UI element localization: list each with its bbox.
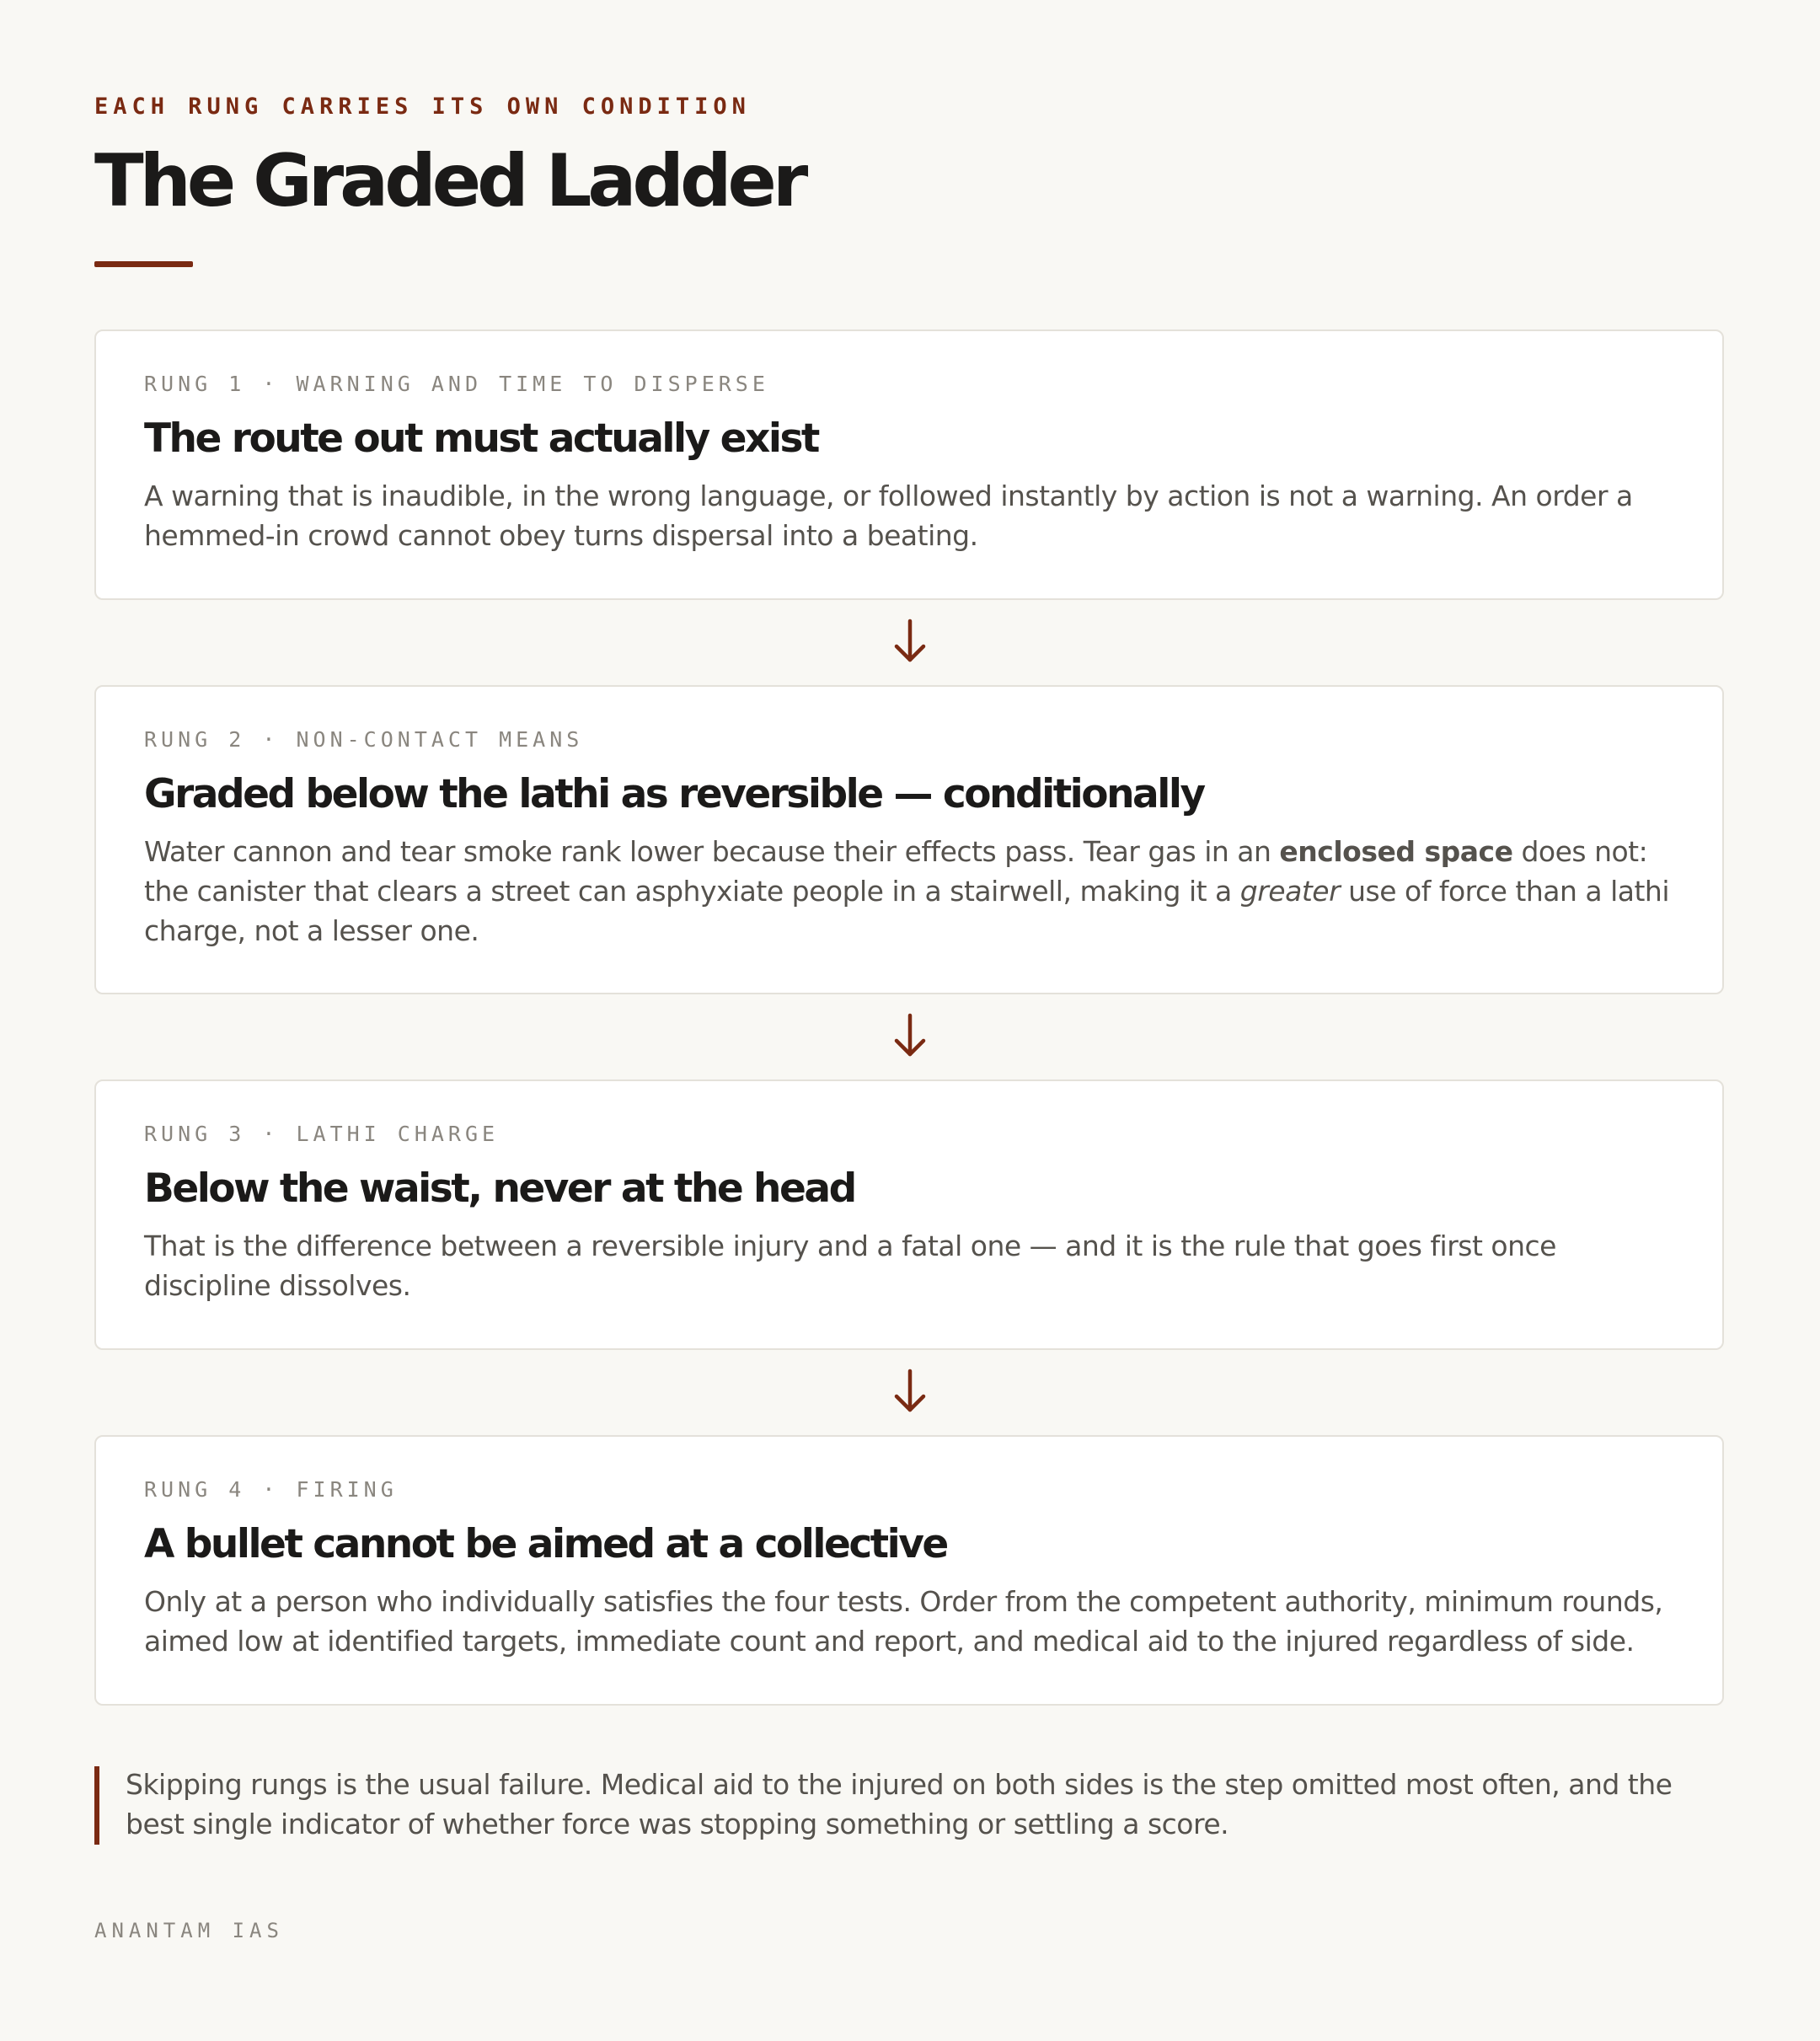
rung-heading: A bullet cannot be aimed at a collective xyxy=(144,1521,947,1567)
rung-body xyxy=(144,832,1686,951)
rung-label: RUNG 2 · NON-CONTACT MEANS xyxy=(144,727,584,752)
page-title: The Graded Ladder xyxy=(94,139,805,223)
callout-text: Skipping rungs is the usual failure. Medical aid to the injured on both sides is the step omitted most often, and the best single indicator of whether force was stopping something or settling a score. xyxy=(126,1768,1673,1840)
rung-card-1 xyxy=(94,329,1724,600)
arrow-down-icon xyxy=(892,1369,928,1414)
rung-heading: The route out must actually exist xyxy=(144,415,818,462)
footer-brand: ANANTAM IAS xyxy=(94,1919,284,1942)
title-underline xyxy=(94,261,193,267)
rung-card-3 xyxy=(94,1079,1724,1350)
rung-heading: Graded below the lathi as reversible — conditionally xyxy=(144,771,1204,817)
kicker: EACH RUNG CARRIES ITS OWN CONDITION xyxy=(94,94,751,120)
body-text: That is the difference between a reversible injury and a fatal one — and it is the rule that goes first once discipline dissolves. xyxy=(144,1229,1556,1302)
body-text: use of force than a lathi charge, not a lesser one. xyxy=(144,875,1670,947)
rung-label: RUNG 3 · LATHI CHARGE xyxy=(144,1122,500,1146)
rung-body xyxy=(144,1582,1686,1661)
body-text: A warning that is inaudible, in the wrong language, or followed instantly by action is not a warning. An order a hemmed-in crowd cannot obey turns dispersal into a beating. xyxy=(144,479,1633,552)
rung-body xyxy=(144,476,1686,555)
body-text: Water cannon and tear smoke rank lower because their effects pass. Tear gas in an xyxy=(144,835,1280,868)
rung-card-4 xyxy=(94,1435,1724,1706)
emphasis-italic: greater xyxy=(1239,875,1341,908)
arrow-down-icon xyxy=(892,1013,928,1058)
body-text: Only at a person who individually satisfies the four tests. Order from the competent authority, minimum rounds, aimed low at identified targets, immediate count and report, and medical aid to the injured regardless of side. xyxy=(144,1585,1663,1658)
rung-body xyxy=(144,1226,1686,1305)
arrow-down-icon xyxy=(892,619,928,664)
callout-note xyxy=(94,1766,1724,1845)
rung-card-2 xyxy=(94,685,1724,994)
rung-label: RUNG 1 · WARNING AND TIME TO DISPERSE xyxy=(144,372,769,396)
rung-label: RUNG 4 · FIRING xyxy=(144,1477,398,1502)
body-text: does not: the canister that clears a street can asphyxiate people in a stairwell, making it a xyxy=(144,835,1648,908)
rung-heading: Below the waist, never at the head xyxy=(144,1165,855,1212)
emphasis-bold: enclosed space xyxy=(1279,835,1513,868)
